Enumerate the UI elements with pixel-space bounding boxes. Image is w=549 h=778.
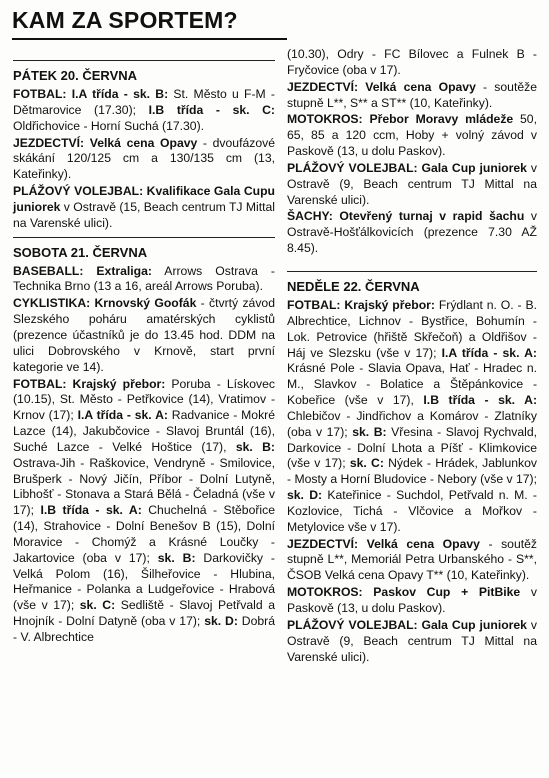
event-text: v Ostravě (15, Beach centrum TJ Mittal na Varenské ulici).	[13, 199, 275, 230]
day-heading-sunday: NEDĚLE 22. ČERVNA	[287, 278, 420, 294]
event-text: Kateřinice - Suchdol, Petřvald n. M. - Kozlovice, Tichá - Vlčovice a Mořkov - Metylovice vše v 17).	[287, 488, 537, 534]
sport-label: PLÁŽOVÝ VOLEJBAL: Gala Cup juniorek	[287, 617, 527, 632]
event-text: Sedliště - Slavoj Petřvald a Hnojník - Dolní Datyně (oba v 17);	[13, 598, 275, 629]
sunday-horse-riding	[287, 537, 537, 585]
event-text: Frýdlant n. O. - B. Albrechtice, Lichnov - Bystřice, Bohumín - Lok. Petrovice (hřiště Skřečoň) a Oldřišov - Háj ve Slezsku (vše v 17);	[287, 297, 538, 360]
event-text: (10.30), Odry - FC Bílovec a Fulnek B - Fryčovice (oba v 17).	[287, 47, 537, 77]
sport-label: JEZDECTVÍ: Velká cena Opavy	[287, 79, 476, 94]
day-heading-friday: PÁTEK 20. ČERVNA	[13, 68, 138, 83]
column-left	[13, 48, 275, 647]
saturday-motocross	[287, 112, 537, 160]
column-right	[287, 47, 537, 666]
sport-label: MOTOKROS: Přebor Moravy mládeže	[287, 112, 514, 127]
league-label: sk. B:	[157, 550, 196, 565]
friday-football	[13, 87, 275, 135]
sport-label: JEZDECTVÍ: Velká cena Opavy	[287, 536, 480, 551]
event-text: Radvanice - Mokré Lazce (14), Jakubčovice - Slavoj Bruntál (16), Suché Lazce - Velké Hoštice (17),	[13, 408, 276, 454]
event-text: - soutěže stupně L**, S** a ST** (10, Kateřinky).	[287, 79, 537, 110]
sunday-beach-volleyball	[287, 618, 537, 666]
sport-label: CYKLISTIKA: Krnovský Goofák	[13, 296, 197, 311]
divider	[287, 271, 537, 272]
saturday-beach-volleyball	[287, 161, 537, 209]
event-text: Ostrava-Jih - Raškovice, Vendryně - Smilovice, Brušperk - Nový Jičín, Příbor - Dolní Lutyně, Libhošť - Stonava a Stará Bělá - Čeladná (vše v 17);	[13, 455, 275, 518]
league-label: I.A třída - sk. A:	[441, 345, 537, 360]
league-label: sk. D:	[204, 614, 238, 629]
event-text: 50, 65, 85 a 120 ccm, Hoby + volný závod v Paskově (13, u dolu Paskov).	[287, 112, 537, 159]
event-text: St. Město u F-M - Dětmarovice (17.30);	[13, 87, 275, 117]
sport-label: PLÁŽOVÝ VOLEJBAL: Gala Cup juniorek	[287, 160, 527, 175]
league-label: sk. D:	[287, 488, 323, 503]
saturday-baseball	[13, 264, 275, 296]
sport-label: I.B třída - sk. C:	[148, 102, 275, 117]
sport-label: ŠACHY: Otevřený turnaj v rapid šachu	[287, 209, 525, 224]
sunday-motocross	[287, 585, 537, 617]
event-text: Vřesina - Slavoj Rychvald, Darkovice - Dolní Lhota a Píšť - Klimkovice (vše v 17);	[287, 424, 537, 471]
page-title: KAM ZA SPORTEM?	[12, 2, 287, 40]
day-heading-saturday: SOBOTA 21. ČERVNA	[13, 244, 148, 260]
league-label: sk. C:	[79, 598, 116, 613]
event-text: Nýdek - Hrádek, Jablunkov - Mosty a Horní Bludovice - Nebory (vše v 17);	[287, 456, 537, 487]
sport-label: FOTBAL: Krajský přebor:	[13, 376, 166, 391]
sport-label: BASEBALL: Extraliga:	[13, 263, 152, 278]
event-text: v Ostravě (9, Beach centrum TJ Mittal na Varenské ulici).	[287, 160, 537, 207]
saturday-football	[13, 377, 275, 646]
sunday-football	[287, 298, 537, 536]
league-label: I.B třída - sk. A:	[423, 393, 538, 408]
event-text: - dvoufázové skákání 120/125 cm a 130/135 cm (13, Kateřinky).	[13, 135, 275, 182]
divider	[13, 60, 275, 61]
league-label: I.A třída - sk. A:	[77, 408, 168, 423]
event-text-continued: Dobrá - V. Albrechtice	[13, 614, 275, 644]
saturday-chess	[287, 209, 537, 257]
divider	[13, 237, 275, 238]
friday-horse-riding	[13, 136, 275, 184]
event-text: Arrows Ostrava - Technika Brno (13 a 16, areál Arrows Poruba).	[13, 263, 275, 294]
sport-label: FOTBAL: I.A třída - sk. B:	[13, 87, 169, 101]
event-text: v Paskově (13, u dolu Paskov).	[287, 585, 537, 615]
event-text: Chlebičov - Jindřichov a Komárov - Zlatníky (oba v 17);	[287, 408, 537, 439]
event-text: v Ostravě-Hošťálkovicích (prezence 7.30 AŽ 8.45).	[287, 209, 537, 256]
league-label: I.B třída - sk. A:	[40, 503, 142, 518]
event-text: Darkovičky - Velká Polom (16), Šilheřovice - Hlubina, Heřmanice - Polanka a Ludgeřovice - Hrabová (vše v 17);	[13, 550, 275, 613]
sport-label: MOTOKROS: Paskov Cup + PitBike	[287, 585, 521, 600]
league-label: sk. C:	[349, 456, 384, 471]
sport-label: JEZDECTVÍ: Velká cena Opavy	[13, 135, 198, 150]
league-label: sk. B:	[235, 439, 275, 454]
event-text: Oldřichovice - Horní Suchá (17.30).	[13, 118, 205, 133]
sport-label: PLÁŽOVÝ VOLEJBAL: Kvalifikace Gala Cupu juniorek	[13, 184, 275, 214]
saturday-football-continued	[287, 47, 537, 79]
saturday-horse-riding	[287, 80, 537, 112]
friday-beach-volleyball	[13, 184, 275, 232]
league-label: sk. B:	[352, 424, 387, 439]
sport-label: FOTBAL: Krajský přebor:	[287, 297, 435, 312]
event-text: Poruba - Lískovec (10.15), St. Město - Petřkovice (14), Vratimov - Krnov (17);	[13, 376, 275, 423]
event-text: Chuchelná - Stěbořice (14), Strahovice - Dolní Benešov B (15), Dolní Moravice - Chomýž a Krásné Loučky - Jakartovice (oba v 17);	[13, 503, 275, 565]
saturday-cycling	[13, 296, 275, 375]
event-text: - soutěž stupně L**, Memoriál Petra Urbanského - S**, ČSOB Velká cena Opavy T** (10, Kateřinky).	[287, 536, 537, 583]
event-text: - čtvrtý závod Slezského poháru amatérských cyklistů (prezence účastníků je do 13.45 hod. DDM na ulici Dobrovského v Krnově, start první kategorie ve 14).	[13, 296, 275, 374]
event-text: Krásné Pole - Slavia Opava, Hať - Hradec n. M., Slavkov - Bolatice a Štěpánkovice - Kobeřice (vše v 17),	[287, 361, 537, 408]
event-text: v Ostravě (9, Beach centrum TJ Mittal na Varenské ulici).	[287, 617, 537, 664]
